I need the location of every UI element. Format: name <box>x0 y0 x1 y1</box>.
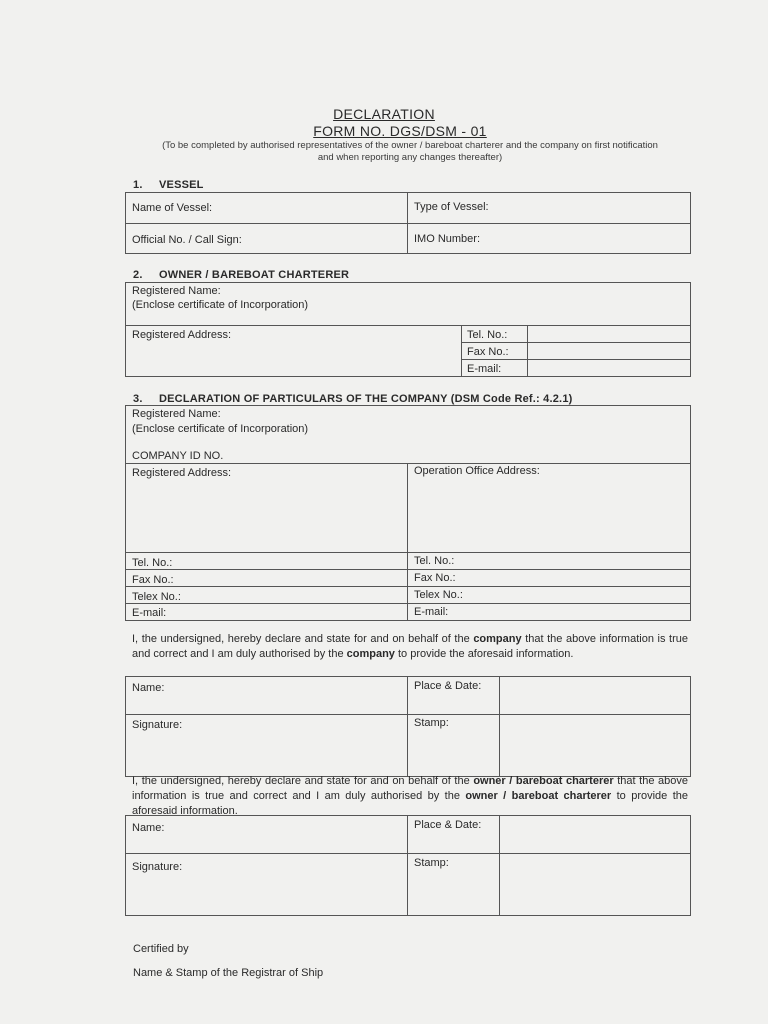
section2-heading <box>133 269 349 281</box>
owner-name-label: Name: <box>132 822 165 834</box>
owner-registered-address-label: Registered Address: <box>132 329 232 341</box>
registrar-label: Name & Stamp of the Registrar of Ship <box>133 967 324 979</box>
company-name-label: Name: <box>132 682 165 694</box>
section1-heading <box>133 179 204 191</box>
company-fax-label: Fax No.: <box>132 574 174 586</box>
company-signature-label: Signature: <box>132 719 183 731</box>
certified-by-label: Certified by <box>133 943 189 955</box>
company-decl-bold1: company <box>473 633 522 645</box>
section1-number: 1. <box>133 179 143 191</box>
owner-registered-name-label: Registered Name: <box>132 285 221 297</box>
form-number: FORM NO. DGS/DSM - 01 <box>313 123 487 139</box>
section3-number: 3. <box>133 393 143 405</box>
official-no-label: Official No. / Call Sign: <box>132 234 242 246</box>
owner-declaration-text <box>132 774 688 819</box>
company-telex-label: Telex No.: <box>132 591 181 603</box>
vessel-type-label: Type of Vessel: <box>414 201 489 213</box>
company-enclose-cert-note: (Enclose certificate of Incorporation) <box>132 423 309 435</box>
vessel-name-label: Name of Vessel: <box>132 202 213 214</box>
office-tel-label: Tel. No.: <box>414 555 455 567</box>
owner-stamp-label: Stamp: <box>414 857 449 869</box>
imo-number-label: IMO Number: <box>414 233 481 245</box>
section2-number: 2. <box>133 269 143 281</box>
owner-signature-label: Signature: <box>132 861 183 873</box>
section3-heading <box>133 393 573 405</box>
company-declaration-text <box>132 632 688 662</box>
company-decl-part1: I, the undersigned, hereby declare and state for and on behalf of the <box>132 633 474 645</box>
office-email-label: E-mail: <box>414 606 449 618</box>
form-note-line1: (To be completed by authorised representatives of the owner / bareboat charterer and the company on first notification <box>162 140 658 151</box>
form-note-line2: and when reporting any changes thereafter) <box>317 152 503 163</box>
company-place-date-label: Place & Date: <box>414 680 482 692</box>
owner-decl-part3: to provide the aforesaid information. <box>132 790 688 817</box>
company-registered-address-label: Registered Address: <box>132 467 232 479</box>
company-email-label: E-mail: <box>132 607 167 619</box>
company-id-label: COMPANY ID NO. <box>132 450 224 462</box>
owner-decl-part2: that the above information is true and correct and I am duly authorised by the <box>132 775 689 802</box>
owner-place-date-label: Place & Date: <box>414 819 482 831</box>
section2-title: OWNER / BAREBOAT CHARTERER <box>159 269 350 281</box>
owner-signature-table <box>125 815 691 916</box>
company-signature-table <box>125 676 691 777</box>
office-fax-label: Fax No.: <box>414 572 456 584</box>
owner-email-label: E-mail: <box>467 363 502 375</box>
owner-fax-label: Fax No.: <box>467 346 509 358</box>
owner-decl-part1: I, the undersigned, hereby declare and state for and on behalf of the <box>132 775 474 787</box>
company-stamp-label: Stamp: <box>414 717 449 729</box>
owner-tel-label: Tel. No.: <box>467 329 508 341</box>
owner-decl-bold2: owner / bareboat charterer <box>465 790 612 802</box>
company-registered-name-label: Registered Name: <box>132 408 221 420</box>
owner-enclose-cert-note: (Enclose certificate of Incorporation) <box>132 299 309 311</box>
form-title: DECLARATION <box>333 106 435 122</box>
section3-title: DECLARATION OF PARTICULARS OF THE COMPANY (DSM Code Ref.: 4.2.1) <box>159 393 573 405</box>
owner-decl-bold1: owner / bareboat charterer <box>473 775 614 787</box>
company-decl-part2: that the above information is true and correct and I am duly authorised by the <box>132 633 689 660</box>
office-telex-label: Telex No.: <box>414 589 463 601</box>
company-decl-bold2: company <box>346 648 395 660</box>
section1-title: VESSEL <box>159 179 204 191</box>
operation-office-address-label: Operation Office Address: <box>414 465 540 477</box>
company-tel-label: Tel. No.: <box>132 557 173 569</box>
company-decl-part3: to provide the aforesaid information. <box>394 648 574 660</box>
company-table <box>125 405 691 621</box>
